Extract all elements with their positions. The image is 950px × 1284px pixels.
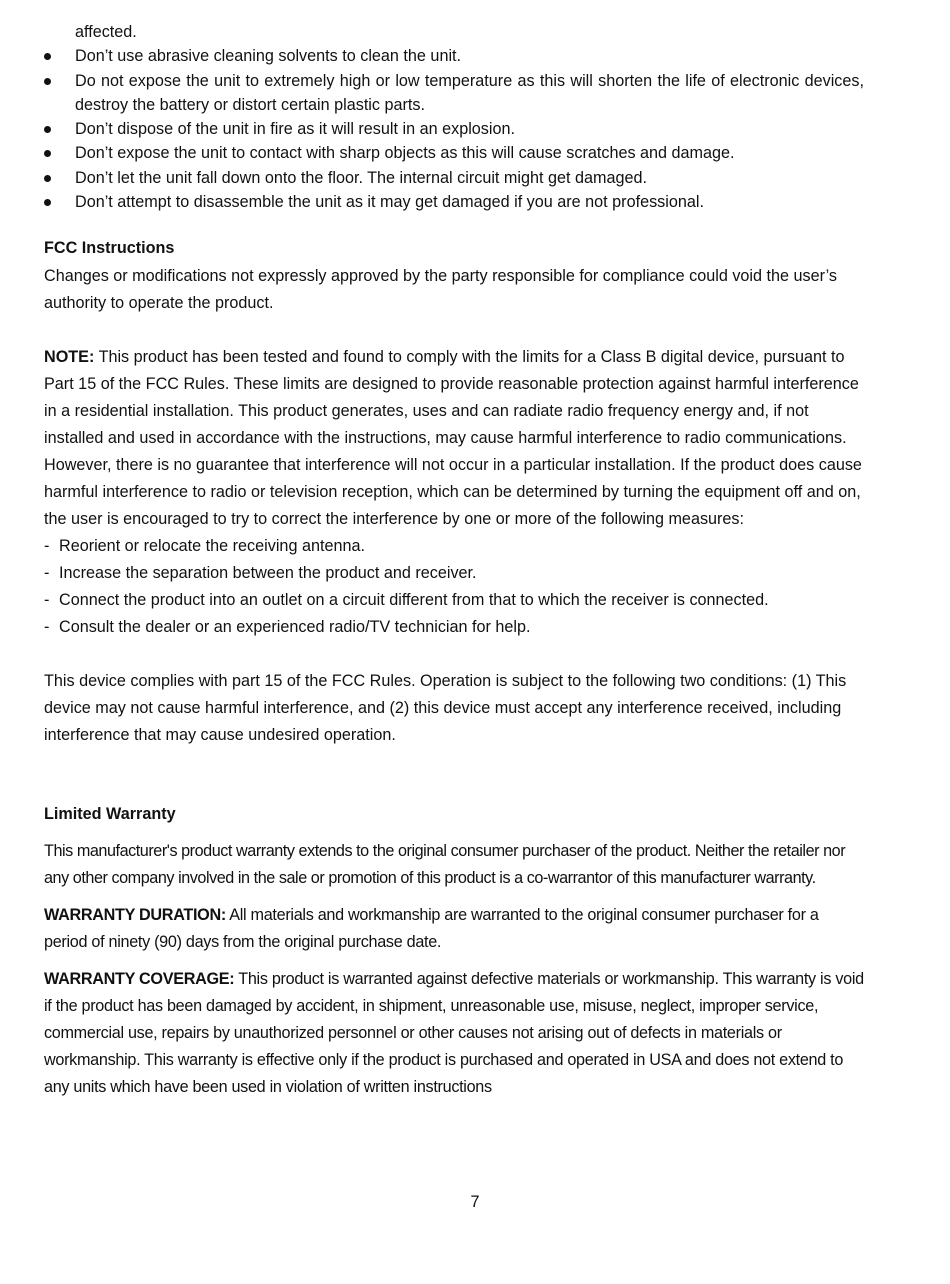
warranty-duration	[44, 902, 864, 956]
fcc-intro: Changes or modifications not expressly approved by the party responsible for compliance could void the user’s authority to operate the product.	[44, 267, 838, 312]
warranty-intro: This manufacturer's product warranty extends to the original consumer purchaser of the product. Neither the retailer nor any other company involved in the sale or promotion of this product is a co-warrantor of this manufacturer warranty.	[44, 842, 846, 887]
care-bullet-list	[44, 20, 864, 214]
duration-text: All materials and workmanship are warranted to the original consumer purchaser for a period of ninety (90) days from the original purchase date.	[44, 906, 819, 951]
duration-label: WARRANTY DURATION:	[44, 906, 226, 924]
bullet-item	[44, 69, 864, 118]
bullet-dot-icon	[44, 126, 51, 133]
fcc-heading: FCC Instructions	[44, 239, 175, 257]
measure-item: - Increase the separation between the product and receiver.	[44, 564, 477, 582]
measure-item: - Reorient or relocate the receiving antenna.	[44, 537, 365, 555]
bullet-dot-icon	[44, 150, 51, 157]
bullet-text: Don’t use abrasive cleaning solvents to clean the unit.	[75, 47, 462, 66]
measure-item: - Consult the dealer or an experienced radio/TV technician for help.	[44, 618, 531, 636]
page-number: 7	[470, 1193, 480, 1211]
note-label: NOTE:	[44, 348, 95, 366]
bullet-dot-icon	[44, 175, 51, 182]
coverage-text: This product is warranted against defective materials or workmanship. This warranty is void if the product has been damaged by accident, in shipment, unreasonable use, misuse, neglect, improper service, commercial use, repairs by unauthorized personnel or other causes not arising out of defects in materials or workmanship. This warranty is effective only if the product is purchased and operated in USA and does not extend to any units which have been used in violation of written instructions	[44, 970, 864, 1096]
bullet-item	[44, 166, 864, 190]
measure-text: Increase the separation between the product and receiver.	[59, 564, 477, 582]
warranty-coverage	[44, 966, 864, 1101]
fcc-compliance: This device complies with part 15 of the FCC Rules. Operation is subject to the following two conditions: (1) This device may not cause harmful interference, and (2) this device must accept any interference received, including interference that may cause undesired operation.	[44, 672, 847, 744]
bullet-text: Don’t dispose of the unit in fire as it will result in an explosion.	[75, 120, 515, 139]
warranty-section	[44, 802, 864, 1101]
note-text: This product has been tested and found to comply with the limits for a Class B digital device, pursuant to Part 15 of the FCC Rules. These limits are designed to provide reasonable protection against harmful interference in a residential installation. This product generates, uses and can radiate radio frequency energy and, if not installed and used in accordance with the instructions, may cause harmful interference to radio communications. However, there is no guarantee that interference will not occur in a particular installation. If the product does cause harmful interference to radio or television reception, which can be determined by turning the equipment off and on, the user is encouraged to try to correct the interference by one or more of the following measures:	[44, 348, 862, 528]
fcc-note	[44, 344, 864, 533]
measure-text: Consult the dealer or an experienced radio/TV technician for help.	[59, 618, 531, 636]
bullet-dot-icon	[44, 78, 51, 85]
bullet-text: Don’t let the unit fall down onto the floor. The internal circuit might get damaged.	[75, 168, 647, 187]
coverage-label: WARRANTY COVERAGE:	[44, 970, 235, 988]
bullet-dot-icon	[44, 199, 51, 206]
warranty-heading: Limited Warranty	[44, 805, 176, 823]
bullet-dot-icon	[44, 53, 51, 60]
bullet-text: Don’t expose the unit to contact with sharp objects as this will cause scratches and damage.	[75, 144, 735, 163]
bullet-item	[44, 141, 864, 165]
bullet-text: affected.	[75, 23, 137, 41]
bullet-continuation	[44, 20, 864, 44]
fcc-section	[44, 236, 864, 749]
measure-item: - Connect the product into an outlet on a circuit different from that to which the receiver is connected.	[44, 591, 769, 609]
bullet-item	[44, 190, 864, 214]
bullet-text: Don’t attempt to disassemble the unit as it may get damaged if you are not professional.	[75, 193, 704, 212]
bullet-text: Do not expose the unit to extremely high or low temperature as this will shorten the life of electronic devices, destroy the battery or distort certain plastic parts.	[75, 71, 864, 114]
bullet-item	[44, 44, 864, 68]
measure-text: Reorient or relocate the receiving antenna.	[59, 537, 365, 555]
measure-text: Connect the product into an outlet on a circuit different from that to which the receiver is connected.	[59, 591, 769, 609]
bullet-item	[44, 117, 864, 141]
